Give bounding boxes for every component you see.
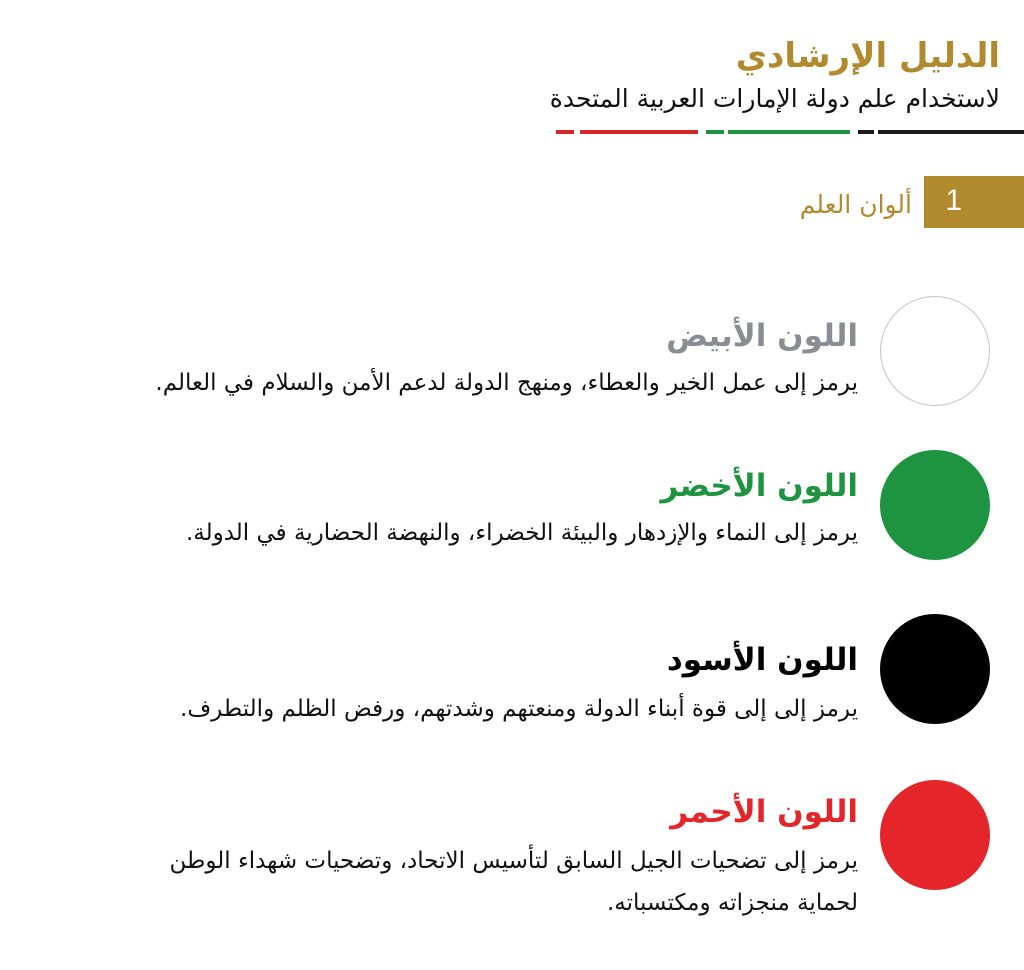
color-description: يرمز إلى النماء والإزدهار والبيئة الخضراء، والنهضة الحضارية في الدولة.	[185, 520, 858, 546]
rule-red-long	[580, 130, 698, 134]
red-swatch	[880, 780, 990, 890]
rule-red-short	[556, 130, 574, 134]
color-description: يرمز إلى إلى قوة أبناء الدولة ومنعتهم وشدتهم، ورفض الظلم والتطرف.	[180, 696, 858, 722]
color-description: يرمز إلى عمل الخير والعطاء، ومنهج الدولة لدعم الأمن والسلام في العالم.	[155, 370, 858, 396]
guide-title: الدليل الإرشادي	[735, 36, 1000, 76]
color-title: اللون الأحمر	[670, 794, 858, 830]
black-swatch	[880, 614, 990, 724]
rule-green-long	[728, 130, 850, 134]
rule-black-short	[858, 130, 874, 134]
guide-subtitle: لاستخدام علم دولة الإمارات العربية المتحدة	[549, 84, 1000, 113]
rule-green-short	[706, 130, 724, 134]
section-title: ألوان العلم	[799, 190, 912, 219]
color-title: اللون الأبيض	[666, 318, 858, 354]
section-number: 1	[945, 184, 962, 217]
rule-black-long	[878, 130, 1024, 134]
section-number-badge	[924, 176, 1024, 228]
white-swatch	[880, 296, 990, 406]
color-title: اللون الأخضر	[660, 468, 858, 504]
color-title: اللون الأسود	[666, 642, 858, 678]
green-swatch	[880, 450, 990, 560]
color-description: يرمز إلى تضحيات الجيل السابق لتأسيس الاتحاد، وتضحيات شهداء الوطن لحماية منجزاته ومكتسباته.	[169, 848, 858, 916]
